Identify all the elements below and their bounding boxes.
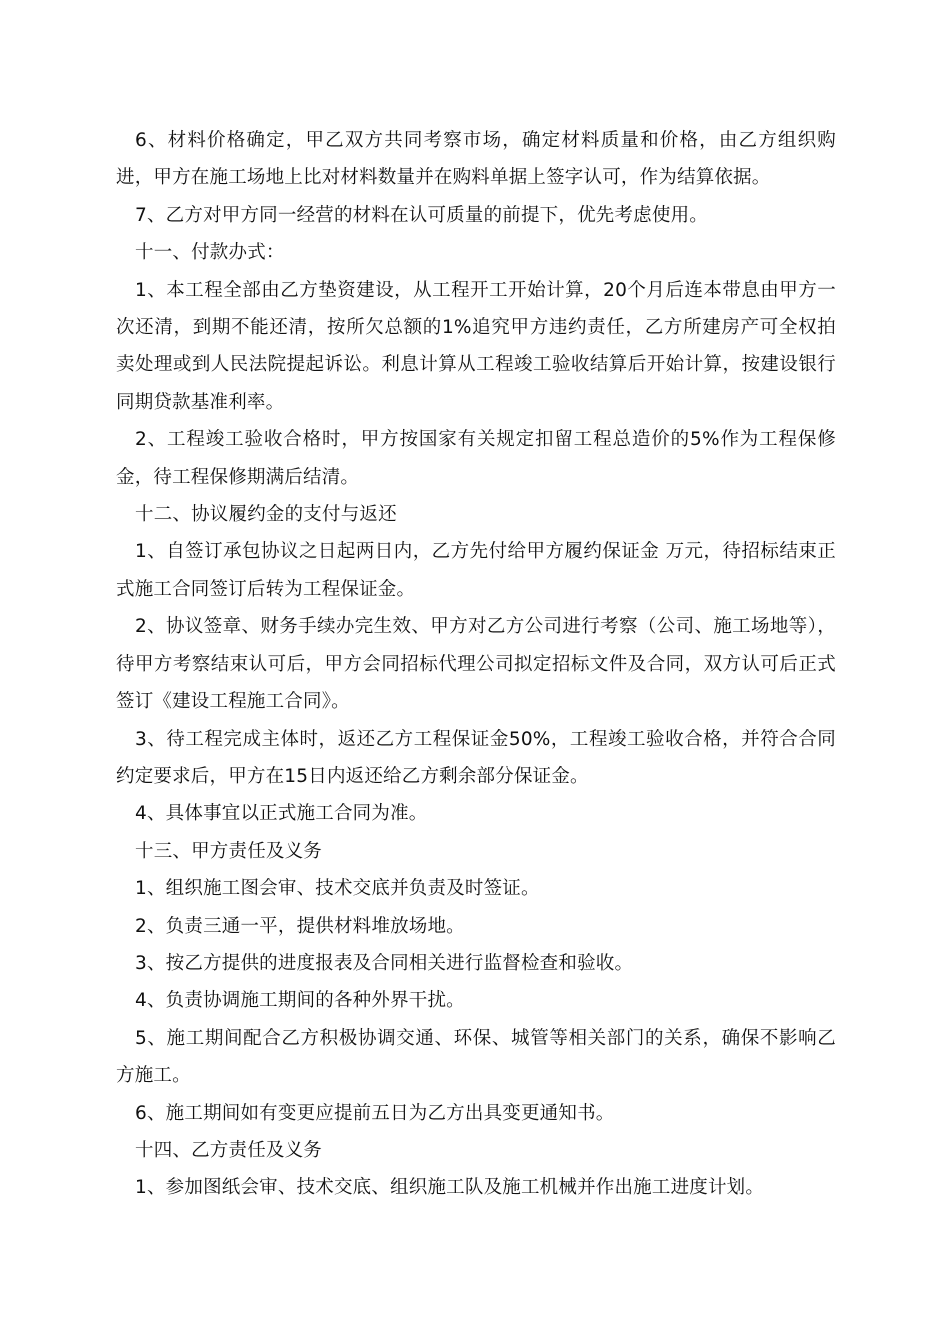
clause-12-4-contract: 4、具体事宜以正式施工合同为准。: [135, 803, 428, 825]
clause-12-3-refund: 3、待工程完成主体时，返还乙方工程保证金50%，工程竣工验收合格，并符合合同约定要求后，甲方在15日内返还给乙方剩余部分保证金。: [116, 728, 836, 787]
clause-12-1-deposit: 1、自签订承包协议之日起两日内，乙方先付给甲方履约保证金 万元，待招标结束正式施工合同签订后转为工程保证金。: [116, 541, 836, 600]
clause-13-3: 3、按乙方提供的进度报表及合同相关进行监督检查和验收。: [135, 952, 634, 974]
clause-13-2: 2、负责三通一平，提供材料堆放场地。: [135, 915, 465, 937]
clause-11-1-financing: 1、本工程全部由乙方垫资建设，从工程开工开始计算，20个月后连本带息由甲方一次还清，到期不能还清，按所欠总额的1%追究甲方违约责任，乙方所建房产可全权拍卖处理或到人民法院提起诉讼。利息计算从工程竣工验收结算后开始计算，按建设银行同期贷款基准利率。: [116, 279, 836, 413]
clause-13-1: 1、组织施工图会审、技术交底并负责及时签证。: [135, 878, 540, 900]
section-13-heading: 十三、甲方责任及义务: [135, 840, 323, 862]
clause-14-1: 1、参加图纸会审、技术交底、组织施工队及施工机械并作出施工进度计划。: [135, 1177, 765, 1199]
section-14-heading: 十四、乙方责任及义务: [135, 1139, 323, 1161]
clause-6-material-price: 6、材料价格确定，甲乙双方共同考察市场，确定材料质量和价格，由乙方组织购进，甲方在施工场地上比对材料数量并在购料单据上签字认可，作为结算依据。: [116, 130, 836, 189]
section-11-heading: 十一、付款办式：: [135, 242, 285, 264]
clause-7-material-use: 7、乙方对甲方同一经营的材料在认可质量的前提下，优先考虑使用。: [135, 204, 708, 226]
clause-13-5: 5、施工期间配合乙方积极协调交通、环保、城管等相关部门的关系，确保不影响乙方施工。: [116, 1027, 836, 1087]
clause-13-6: 6、施工期间如有变更应提前五日为乙方出具变更通知书。: [135, 1102, 615, 1124]
document-page: [116, 122, 836, 1207]
section-12-heading: 十二、协议履约金的支付与返还: [135, 504, 397, 526]
clause-13-4: 4、负责协调施工期间的各种外界干扰。: [135, 990, 465, 1012]
clause-11-2-warranty: 2、工程竣工验收合格时，甲方按国家有关规定扣留工程总造价的5%作为工程保修金，待工程保修期满后结清。: [116, 429, 836, 488]
clause-12-2-signing: 2、协议签章、财务手续办完生效、甲方对乙方公司进行考察（公司、施工场地等），待甲方考察结束认可后，甲方会同招标代理公司拟定招标文件及合同，双方认可后正式签订《建设工程施工合同》。: [116, 616, 836, 713]
